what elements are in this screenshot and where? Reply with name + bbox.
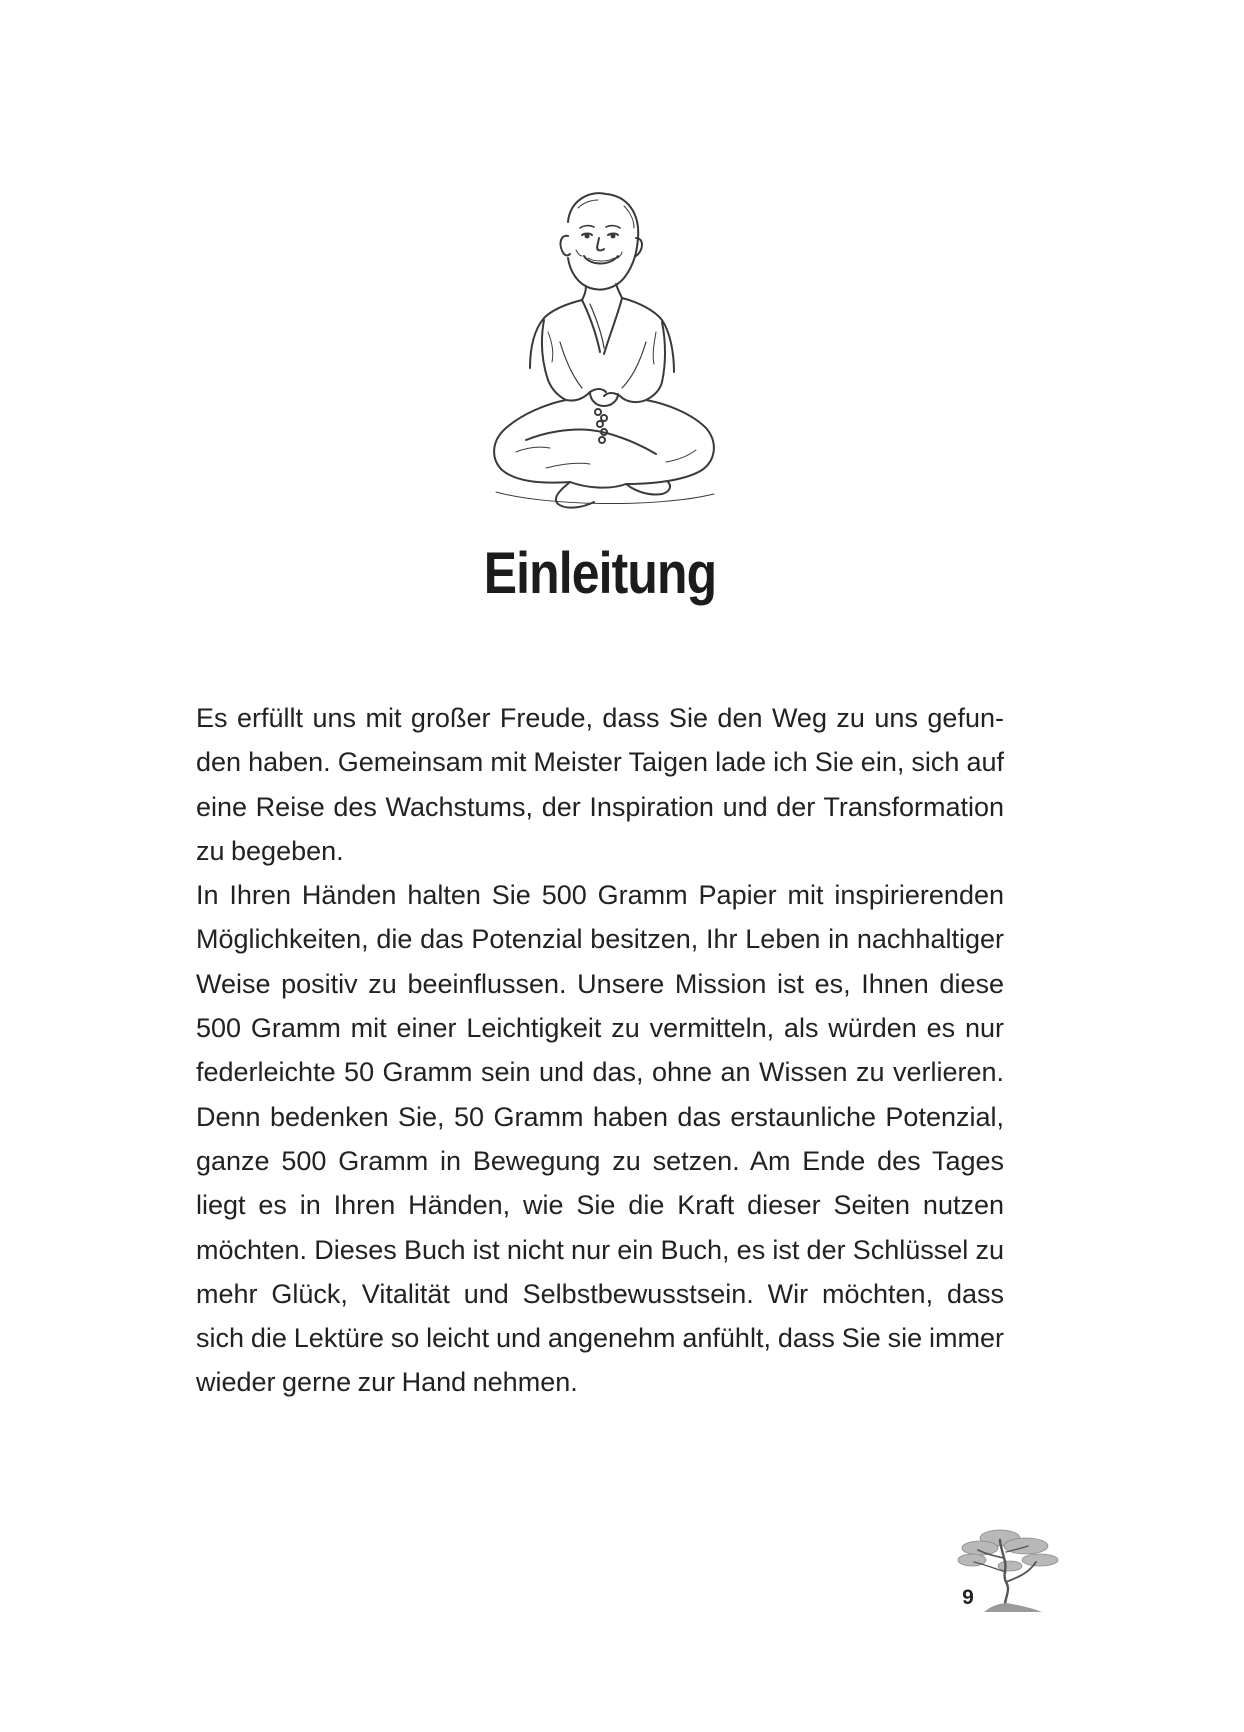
page-title: Einleitung	[483, 541, 717, 606]
monk-illustration	[486, 192, 718, 514]
body-text	[196, 696, 1004, 1405]
paragraph-1: Es erfüllt uns mit großer Freude, dass Sie den Weg zu uns gefunden haben. Gemeinsam mit Meister Taigen lade ich Sie ein, sich auf eine Reise des Wachstums, der Inspiration und der Transformation zu begeben.	[196, 703, 1004, 866]
paragraph-2: In Ihren Händen halten Sie 500 Gramm Papier mit inspirierenden Möglichkeiten, die das Potenzial besitzen, Ihr Leben in nachhaltiger Weise positiv zu beeinflussen. Unsere Mission ist es, Ihnen diese 500 Gramm mit einer Leichtigkeit zu vermitteln, als würden es nur federleichte 50 Gramm sein und das, ohne an Wissen zu verlieren. Denn bedenken Sie, 50 Gramm haben das erstaunliche Potenzial, ganze 500 Gramm in Bewegung zu setzen. Am Ende des Tages liegt es in Ihren Händen, wie Sie die Kraft dieser Seiten nutzen möchten. Dieses Buch ist nicht nur ein Buch, es ist der Schlüssel zu mehr Glück, Vitalität und Selbstbewusstsein. Wir möchten, dass sich die Lektüre so leicht und angenehm anfühlt, dass Sie sie immer wieder gerne zur Hand nehmen.	[196, 880, 1004, 1398]
page-number: 9	[962, 1586, 974, 1609]
